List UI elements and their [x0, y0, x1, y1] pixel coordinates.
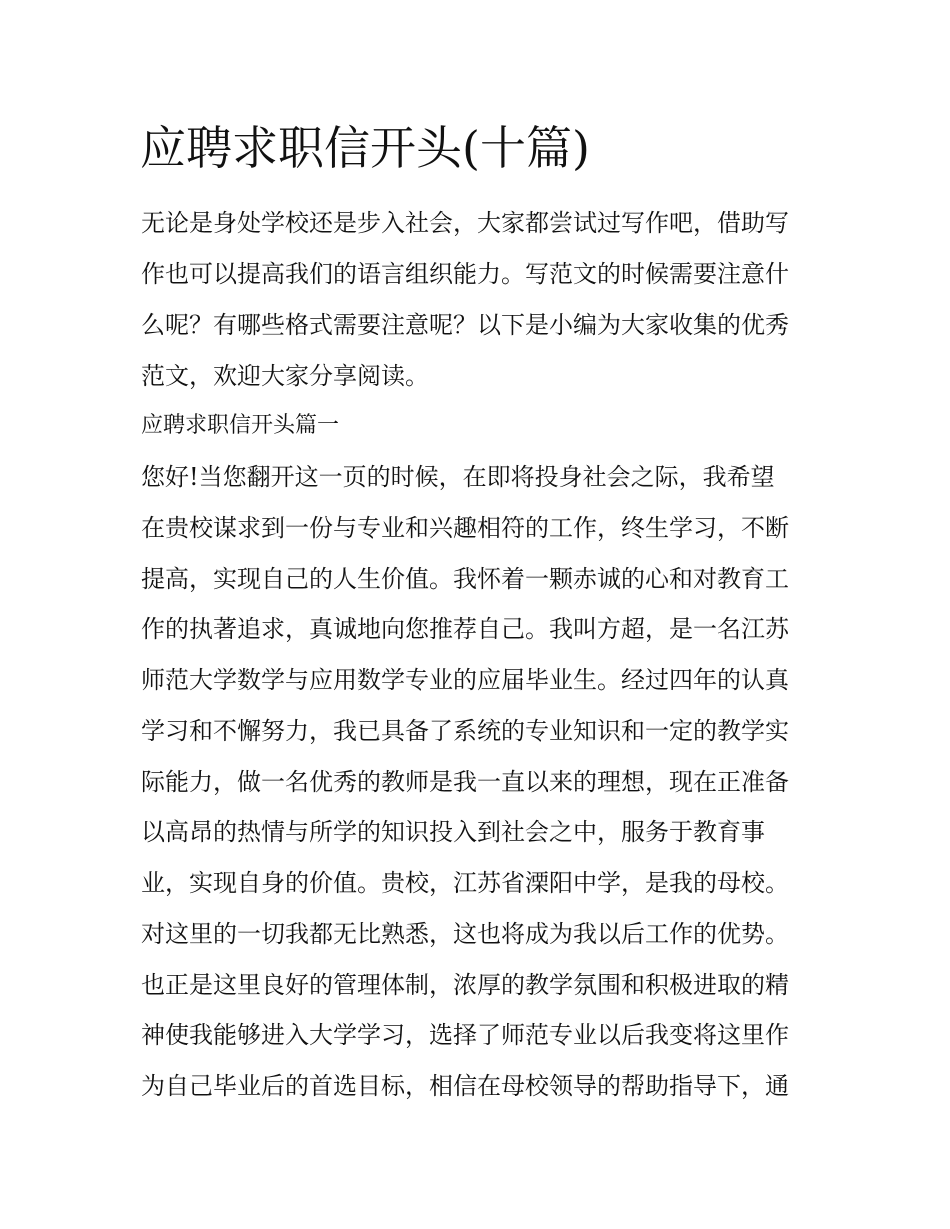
body-line: 学习和不懈努力，我已具备了系统的专业知识和一定的教学实 — [141, 717, 789, 745]
body-line: 在贵校谋求到一份与专业和兴趣相符的工作，终生学习，不断 — [141, 514, 789, 542]
intro-line: 作也可以提高我们的语言组织能力。写范文的时候需要注意什 — [141, 260, 789, 288]
body-line: 也正是这里良好的管理体制，浓厚的教学氛围和积极进取的精 — [141, 971, 789, 999]
body-line: 际能力，做一名优秀的教师是我一直以来的理想，现在正准备 — [141, 768, 789, 796]
intro-line: 么呢？有哪些格式需要注意呢？以下是小编为大家收集的优秀 — [141, 311, 789, 339]
body-line: 神使我能够进入大学学习，选择了师范专业以后我变将这里作 — [141, 1021, 789, 1049]
intro-line: 无论是身处学校还是步入社会，大家都尝试过写作吧，借助写 — [141, 209, 789, 237]
body-line: 师范大学数学与应用数学专业的应届毕业生。经过四年的认真 — [141, 666, 789, 694]
body-line: 提高，实现自己的人生价值。我怀着一颗赤诚的心和对教育工 — [141, 565, 789, 593]
body-line: 为自己毕业后的首选目标，相信在母校领导的帮助指导下，通 — [141, 1072, 789, 1100]
body-line: 对这里的一切我都无比熟悉，这也将成为我以后工作的优势。 — [141, 920, 789, 948]
document-title: 应聘求职信开头(十篇) — [140, 121, 590, 175]
body-line: 业，实现自身的价值。贵校，江苏省溧阳中学，是我的母校。 — [141, 869, 789, 897]
body-line: 作的执著追求，真诚地向您推荐自己。我叫方超，是一名江苏 — [141, 615, 789, 643]
intro-line: 范文，欢迎大家分享阅读。 — [141, 362, 429, 390]
section-heading: 应聘求职信开头篇一 — [141, 413, 340, 438]
body-line: 您好!当您翻开这一页的时候，在即将投身社会之际，我希望 — [141, 463, 775, 491]
body-line: 以高昂的热情与所学的知识投入到社会之中，服务于教育事 — [141, 818, 765, 846]
